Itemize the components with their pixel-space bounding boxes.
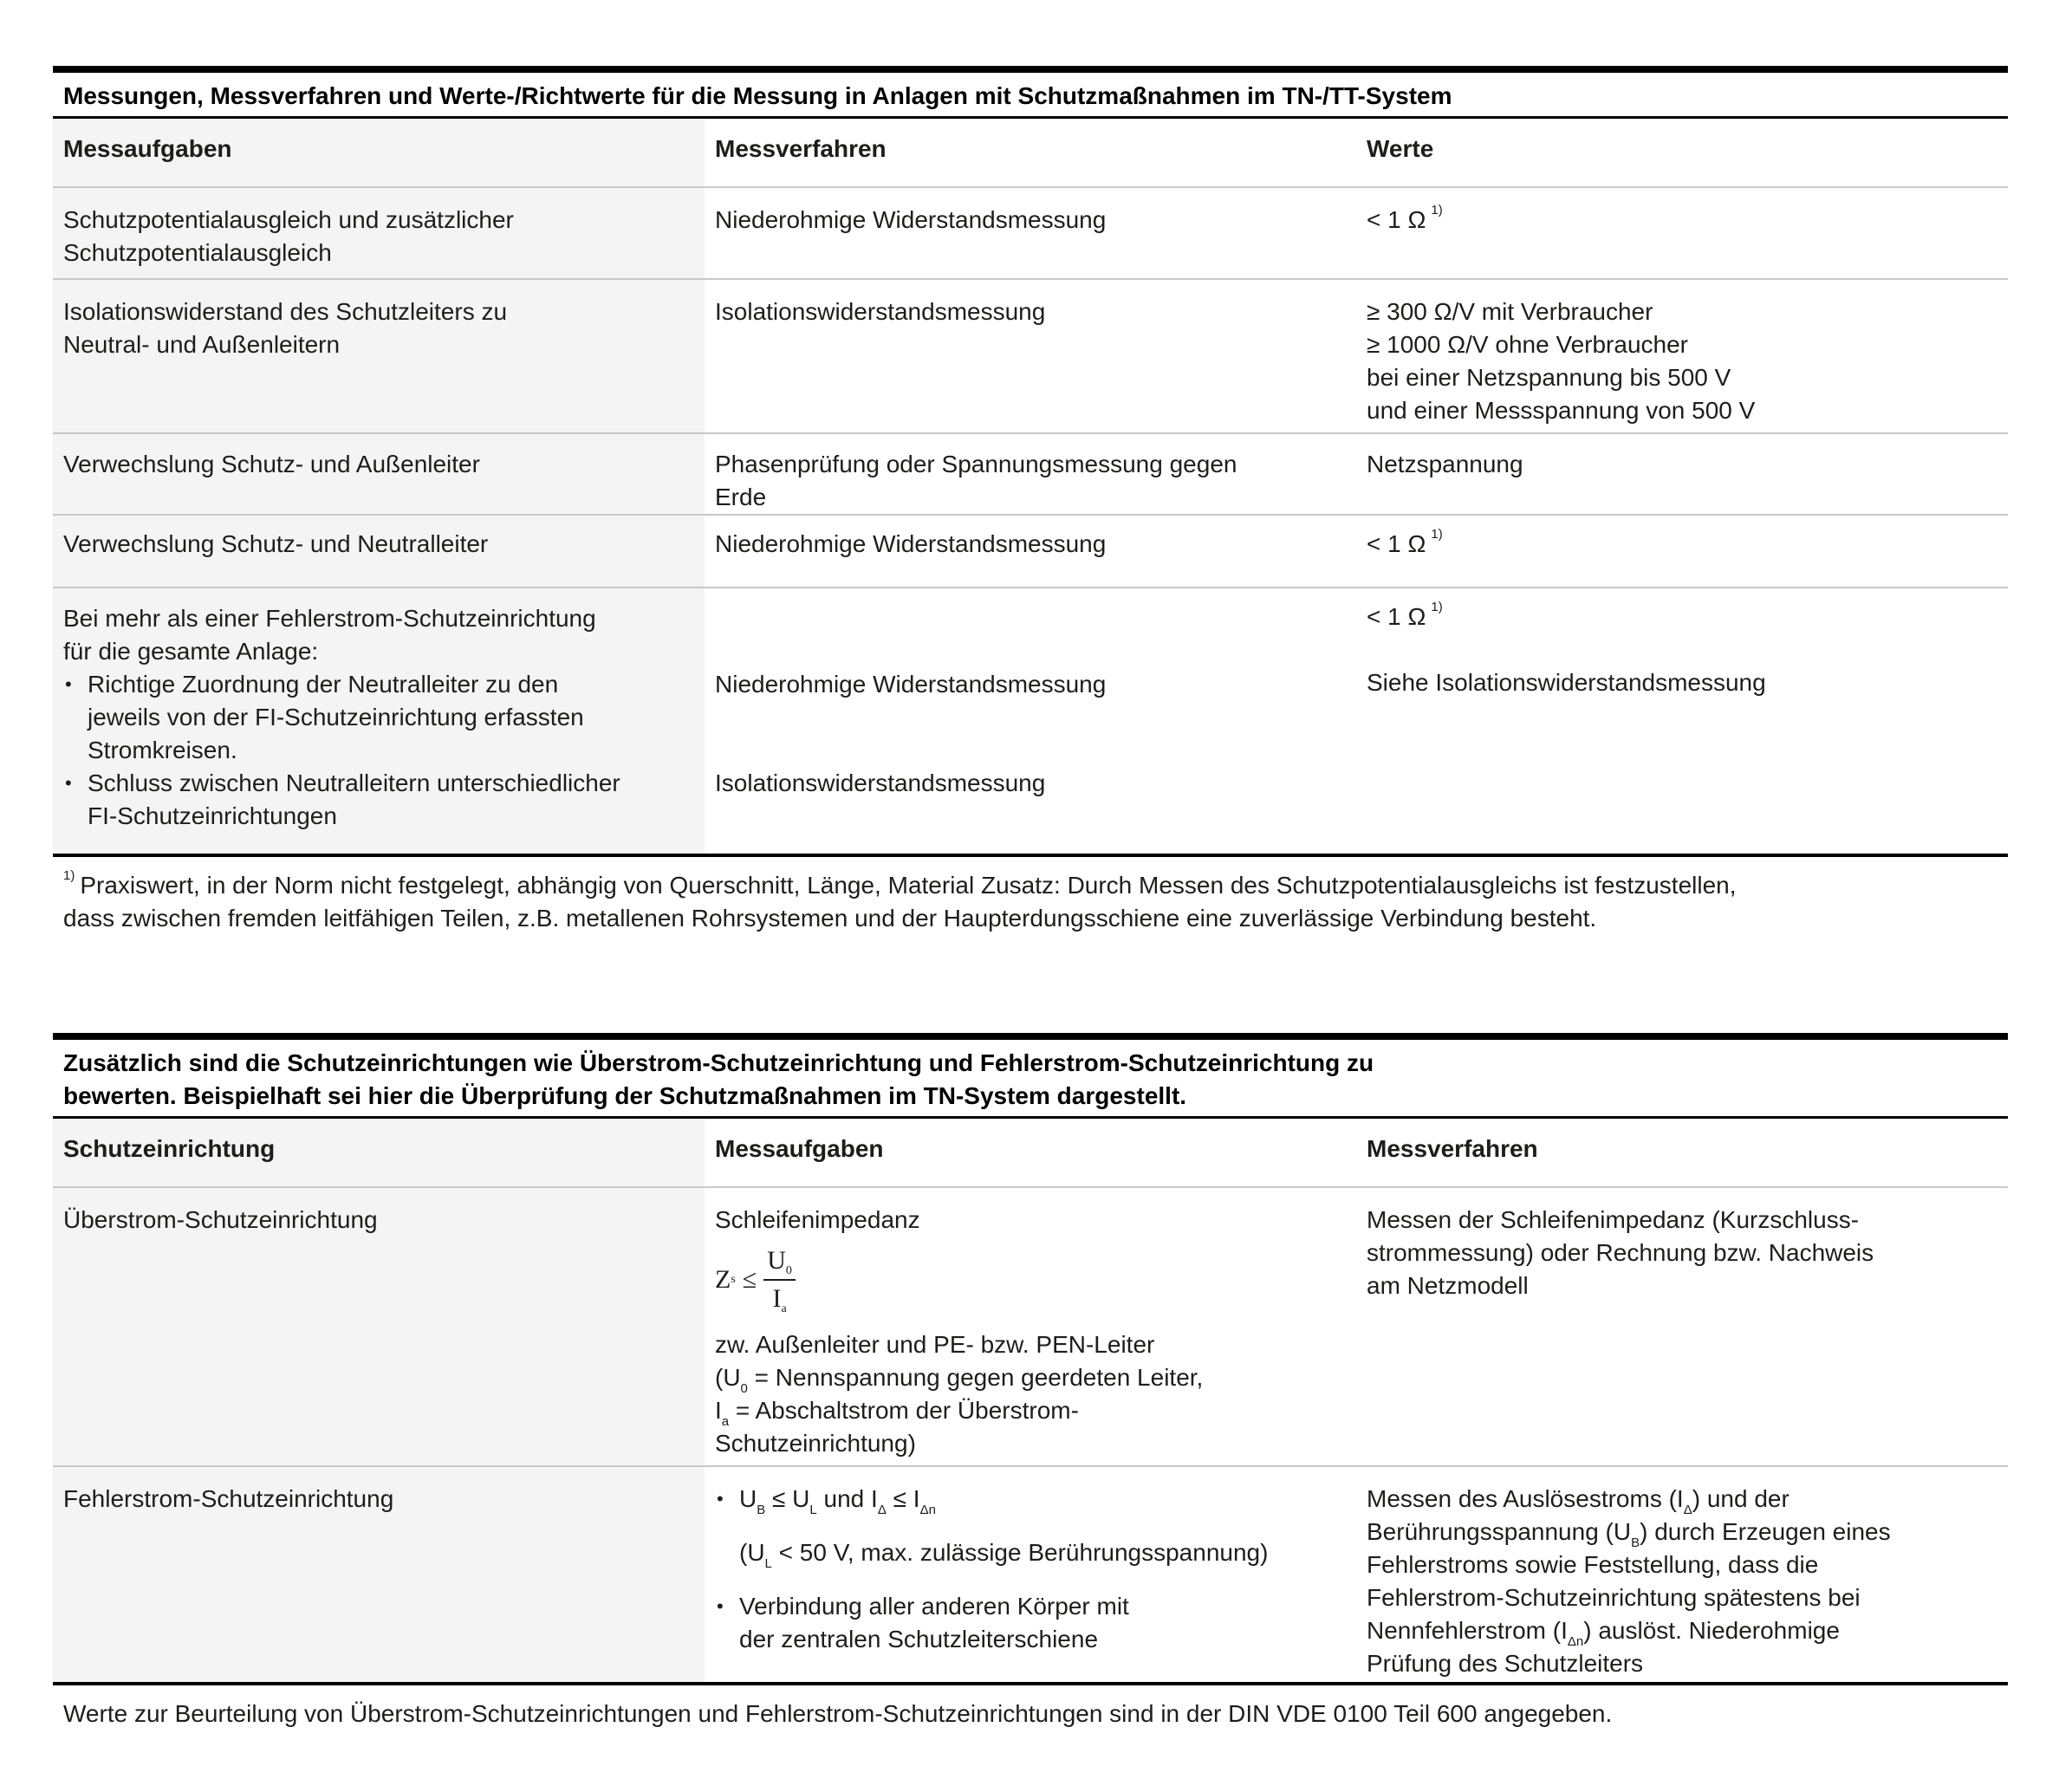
footnote-mark: 1) bbox=[63, 868, 75, 883]
table-row bbox=[53, 516, 2008, 588]
table2-header-row bbox=[53, 1119, 2008, 1188]
col-header-werte: Werte bbox=[1367, 135, 1434, 162]
task-text: Isolationswiderstand des Schutzleiters zu bbox=[63, 298, 508, 325]
method-text: Isolationswiderstandsmessung bbox=[715, 298, 1046, 325]
loop-impedance-formula: Z s ≤ $\frac{U_0}{I_a}$ bbox=[715, 1238, 1346, 1321]
measurement-table bbox=[53, 66, 2008, 935]
value-text: < 1 Ω bbox=[1367, 603, 1426, 630]
value-text: Siehe Isolationswiderstandsmessung bbox=[1367, 669, 1766, 696]
task-text: Neutral- und Außenleitern bbox=[63, 331, 341, 358]
method-text: strommessung) oder Rechnung bzw. Nachweis bbox=[1367, 1239, 1874, 1266]
table2-title: Zusätzlich sind die Schutzeinrichtungen wie Überstrom-Schutzeinrichtung und Fehlerstrom-Schutzeinrichtung zu bewerten. Beispielhaft sei hier die Überprüfung der Schutzmaßnahmen im TN-System dargestellt. bbox=[53, 1040, 2008, 1119]
value-text: bei einer Netzspannung bis 500 V bbox=[1367, 364, 1731, 391]
list-item: • Schluss zwischen Neutralleitern unterschiedlicher FI-Schutzeinrichtungen bbox=[63, 767, 694, 833]
task-text: Schutzeinrichtung) bbox=[715, 1430, 916, 1457]
table-row bbox=[53, 188, 2008, 280]
task-text: ($U_0$ = Nennspannung gegen geerdeten Leiter, bbox=[715, 1364, 1204, 1396]
col-header-schutzeinrichtung: Schutzeinrichtung bbox=[53, 1119, 705, 1186]
table-row bbox=[53, 1467, 2008, 1685]
task-text: für die gesamte Anlage: bbox=[63, 638, 319, 665]
value-text: ≥ 1000 Ω/V ohne Verbraucher bbox=[1367, 331, 1688, 358]
method-text: Isolationswiderstandsmessung bbox=[715, 769, 1046, 796]
task-text: Schleifenimpedanz bbox=[715, 1206, 920, 1233]
method-text: Niederohmige Widerstandsmessung bbox=[715, 206, 1107, 233]
value-text: und einer Messspannung von 500 V bbox=[1367, 397, 1756, 424]
method-text: am Netzmodell bbox=[1367, 1272, 1529, 1299]
list-item: • $U_B \le U_L$ und $I_\Delta \le I_{\Delta n}$ ($U_L < 50$ V, max. zulässige Berührungsspannung) bbox=[715, 1483, 1346, 1569]
col-header-messverfahren: Messverfahren bbox=[1367, 1135, 1538, 1162]
table-row bbox=[53, 280, 2008, 434]
method-text: Messen des Auslösestroms $(I_\Delta)$ und der Berührungsspannung $(U_B)$ durch Erzeugen eines Fehlerstroms sowie Feststellung, dass die Fehlerstrom-Schutzeinrichtung spätestens bei Nennfehlerstrom $(I_{\Delta n})$ auslöst. Niederohmige Prüfung des Schutzleiters bbox=[1367, 1485, 1891, 1677]
footnote-ref: 1) bbox=[1431, 527, 1443, 542]
task-text: Bei mehr als einer Fehlerstrom-Schutzeinrichtung bbox=[63, 605, 596, 632]
task-text: zw. Außenleiter und PE- bzw. PEN-Leiter bbox=[715, 1331, 1155, 1358]
col-header-messaufgaben: Messaufgaben bbox=[53, 119, 705, 186]
value-text: ≥ 300 Ω/V mit Verbraucher bbox=[1367, 298, 1653, 325]
table-row bbox=[53, 588, 2008, 857]
table-row bbox=[53, 1188, 2008, 1467]
col-header-messverfahren: Messverfahren bbox=[715, 135, 887, 162]
table-row bbox=[53, 434, 2008, 516]
task-text: Schutzpotentialausgleich bbox=[63, 239, 332, 266]
method-text: Niederohmige Widerstandsmessung bbox=[715, 671, 1107, 698]
value-text: < 1 Ω bbox=[1367, 530, 1426, 557]
value-text: Netzspannung bbox=[1367, 451, 1523, 477]
method-text: Phasenprüfung oder Spannungsmessung gegen bbox=[715, 451, 1237, 477]
table1-header-row bbox=[53, 119, 2008, 188]
table2-footer-note: Werte zur Beurteilung von Überstrom-Schutzeinrichtungen und Fehlerstrom-Schutzeinrichtungen sind in der DIN VDE 0100 Teil 600 angegeben. bbox=[63, 1700, 1613, 1727]
device-text: Fehlerstrom-Schutzeinrichtung bbox=[53, 1467, 705, 1682]
list-item: • Verbindung aller anderen Körper mit der zentralen Schutzleiterschiene bbox=[715, 1590, 1346, 1656]
method-text: Messen der Schleifenimpedanz (Kurzschluss- bbox=[1367, 1206, 1860, 1233]
method-text: Erde bbox=[715, 484, 767, 510]
footnote: $^{1)}$ Praxiswert, in der Norm nicht festgelegt, abhängig von Querschnitt, Länge, Material Zusatz: Durch Messen des Schutzpotentialausgleichs ist festzustellen, dass zwischen fremden leitfähigen Teilen, z.B. metallenen Rohrsystemen und der Haupterdungsschiene eine zuverlässige Verbindung besteht. bbox=[63, 868, 1737, 932]
task-text: Schutzpotentialausgleich und zusätzlicher bbox=[63, 206, 514, 233]
list-item: • Richtige Zuordnung der Neutralleiter zu den jeweils von der FI-Schutzeinrichtung erfassten Stromkreisen. bbox=[63, 668, 694, 767]
protection-device-table bbox=[53, 1033, 2008, 1730]
task-text: $I_a$ = Abschaltstrom der Überstrom- bbox=[715, 1397, 1079, 1429]
col-header-messaufgaben: Messaufgaben bbox=[715, 1135, 884, 1162]
footnote-ref: 1) bbox=[1431, 600, 1443, 614]
footnote-ref: 1) bbox=[1431, 203, 1443, 218]
device-text: Überstrom-Schutzeinrichtung bbox=[53, 1188, 705, 1465]
value-text: < 1 Ω bbox=[1367, 206, 1426, 233]
task-text: Verwechslung Schutz- und Außenleiter bbox=[53, 434, 705, 514]
task-text: Verwechslung Schutz- und Neutralleiter bbox=[53, 516, 705, 587]
method-text: Niederohmige Widerstandsmessung bbox=[715, 530, 1107, 557]
table1-title: Messungen, Messverfahren und Werte-/Richtwerte für die Messung in Anlagen mit Schutzmaßnahmen im TN-/TT-System bbox=[53, 73, 2008, 119]
